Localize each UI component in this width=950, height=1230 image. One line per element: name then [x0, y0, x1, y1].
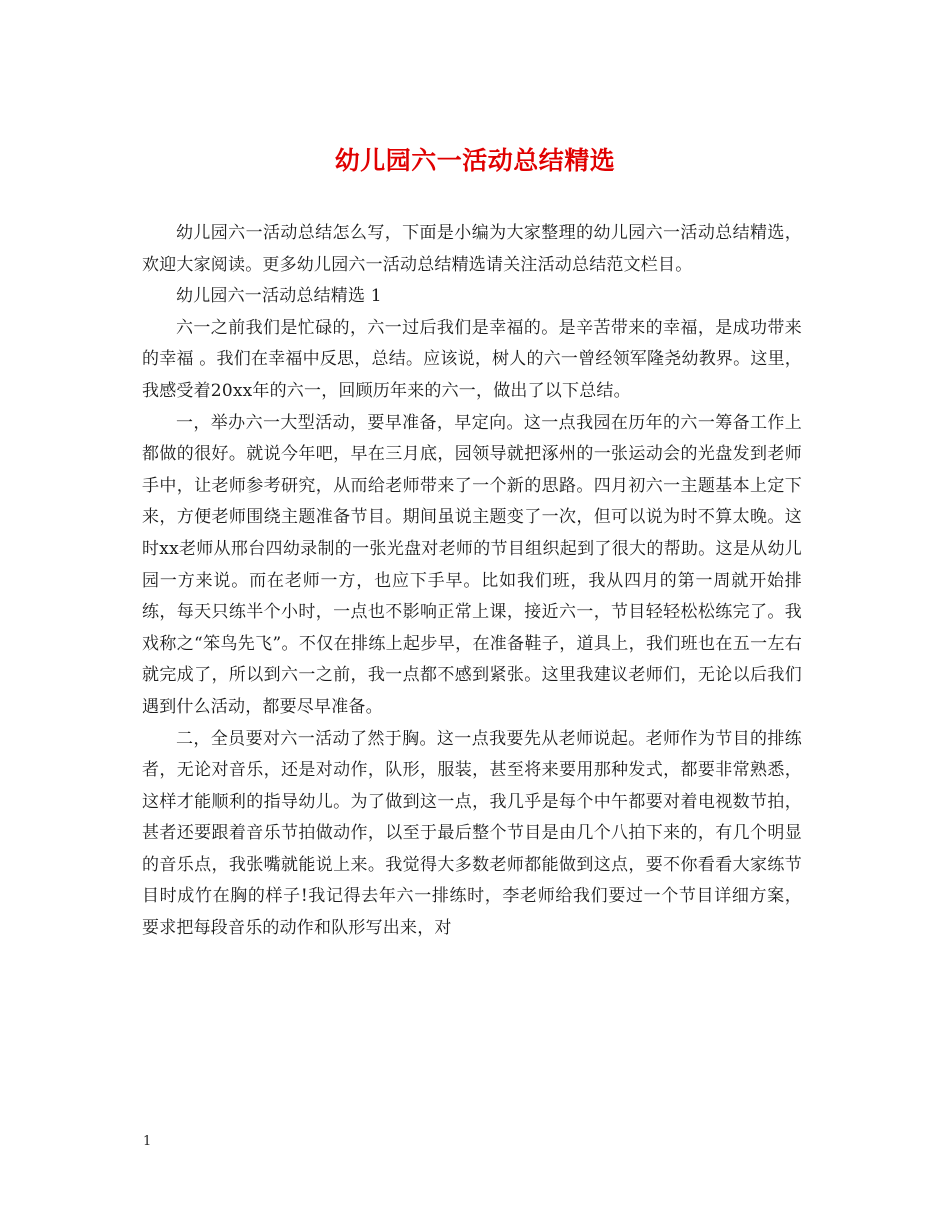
- document-title: 幼儿园六一活动总结精选: [334, 146, 616, 175]
- section-heading: 幼儿园六一活动总结精选 1: [176, 286, 382, 307]
- body-paragraph: 一，举办六一大型活动，要早准备，早定向。这一点我园在历年的六一筹备工作上都做的很好。就说今年吧，早在三月底，园领导就把涿州的一张运动会的光盘发到老师手中，让老师参考研究，从而给老师带来了一个新的思路。四月初六一主题基本上定下来，方便老师围绕主题准备节目。期间虽说主题变了一次，但可以说为时不算太晚。这时xx老师从邢台四幼录制的一张光盘对老师的节目组织起到了很大的帮助。这是从幼儿园一方来说。而在老师一方，也应下手早。比如我们班，我从四月的第一周就开始排练，每天只练半个小时，一点也不影响正常上课，接近六一，节目轻轻松松练完了。我戏称之“笨鸟先飞”。不仅在排练上起步早，在准备鞋子，道具上，我们班也在五一左右就完成了，所以到六一之前，我一点都不感到紧张。这里我建议老师们，无论以后我们遇到什么活动，都要尽早准备。: [142, 412, 802, 717]
- page-number: 1: [143, 1134, 152, 1149]
- intro-paragraph: 幼儿园六一活动总结怎么写，下面是小编为大家整理的幼儿园六一活动总结精选，欢迎大家阅读。更多幼儿园六一活动总结精选请关注活动总结范文栏目。: [142, 223, 802, 275]
- document-body: [142, 218, 802, 945]
- body-paragraph: 六一之前我们是忙碌的，六一过后我们是幸福的。是辛苦带来的幸福，是成功带来的幸福 。我们在幸福中反思，总结。应该说，树人的六一曾经领军隆尧幼教界。这里，我感受着20xx年的六一，回顾历年来的六一，做出了以下总结。: [142, 317, 802, 401]
- body-paragraph: 二，全员要对六一活动了然于胸。这一点我要先从老师说起。老师作为节目的排练者，无论对音乐，还是对动作，队形，服装，甚至将来要用那种发式，都要非常熟悉，这样才能顺利的指导幼儿。为了做到这一点，我几乎是每个中午都要对着电视数节拍，甚者还要跟着音乐节拍做动作，以至于最后整个节目是由几个八拍下来的，有几个明显的音乐点，我张嘴就能说上来。我觉得大多数老师都能做到这点，要不你看看大家练节目时成竹在胸的样子!我记得去年六一排练时，李老师给我们要过一个节目详细方案，要求把每段音乐的动作和队形写出来，对: [142, 728, 802, 939]
